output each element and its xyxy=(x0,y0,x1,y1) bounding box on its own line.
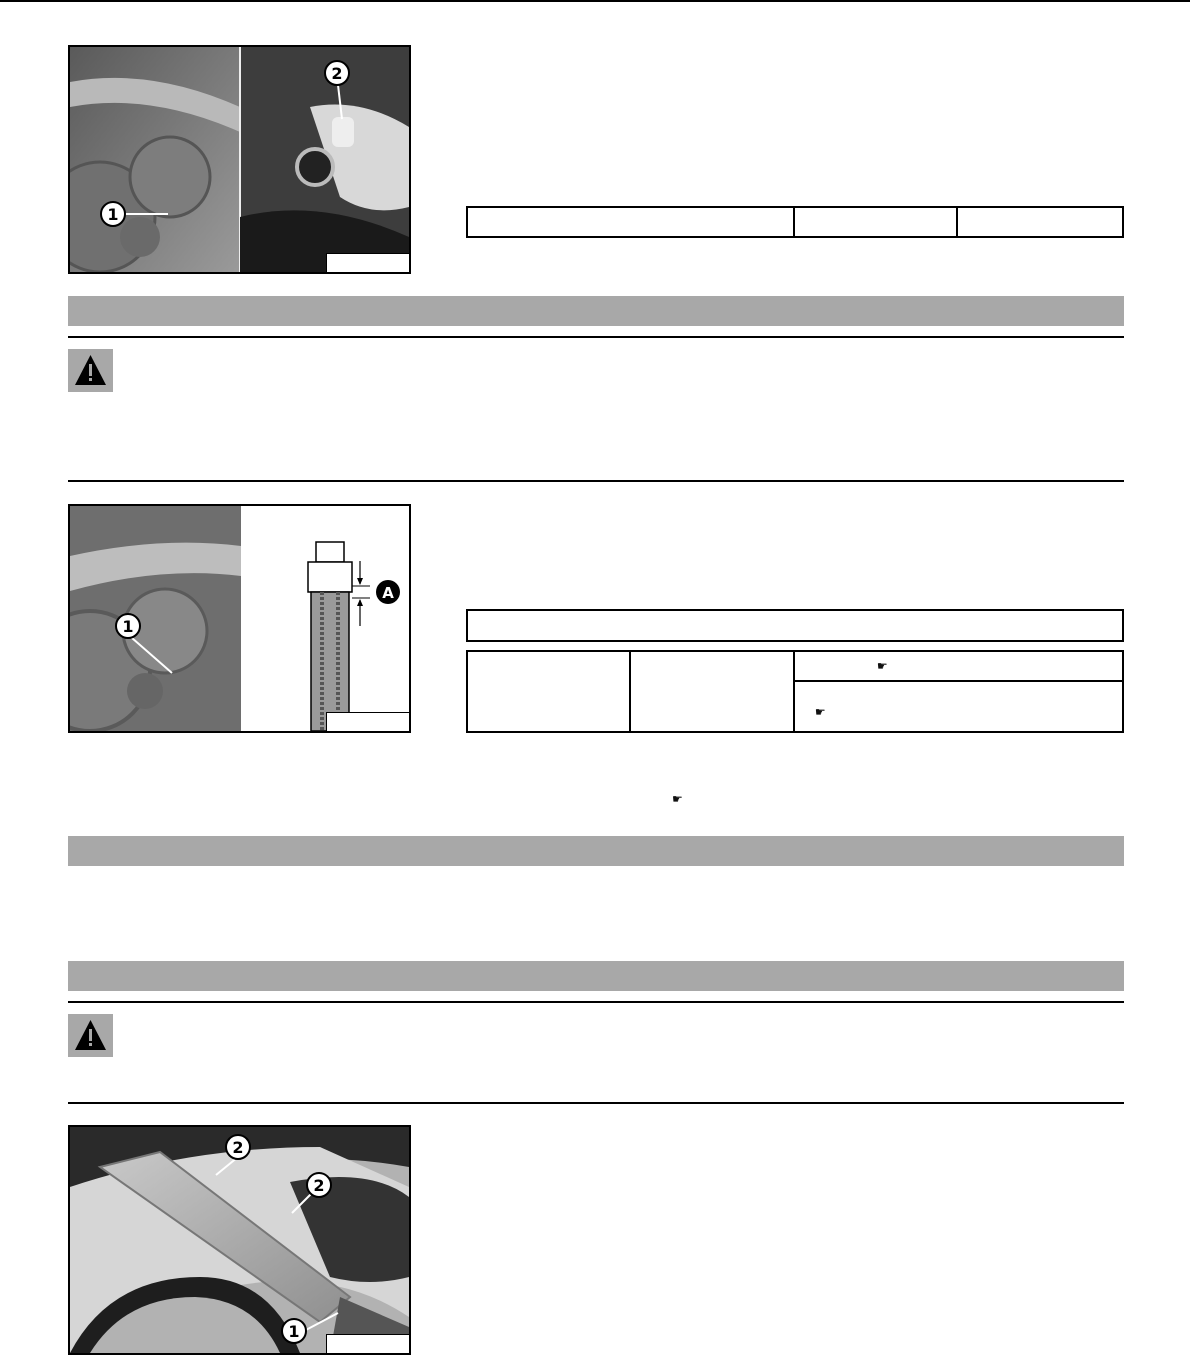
spec-table-2 xyxy=(466,650,1124,733)
figure-2-photo xyxy=(68,504,411,733)
figure-2-callout-1: 1 xyxy=(122,617,134,636)
warning-triangle-icon xyxy=(68,1014,113,1057)
warning-1 xyxy=(68,349,113,392)
spec-table-1 xyxy=(466,206,1124,238)
figure-3-callout-2b: 2 xyxy=(313,1176,325,1195)
section-header-3 xyxy=(68,961,1124,991)
figure-2-label xyxy=(326,712,409,731)
figure-3-callout-2a: 2 xyxy=(232,1138,244,1157)
spec-table-2-row1 xyxy=(794,651,1123,681)
figure-3-callout-1: 1 xyxy=(288,1322,300,1341)
reference-pointer-icon: ☛ xyxy=(814,705,826,719)
rule xyxy=(68,336,1124,338)
reference-pointer-icon: ☛ xyxy=(672,792,683,806)
spec-table-2-header xyxy=(466,609,1124,642)
warning-2 xyxy=(68,1014,113,1057)
figure-3-photo xyxy=(68,1125,411,1355)
section-header-1 xyxy=(68,296,1124,326)
figure-2-callout-A: A xyxy=(382,584,394,602)
page-top-rule xyxy=(0,0,1190,2)
spec-table-1-cell xyxy=(957,207,1123,237)
figure-1-callout-1: 1 xyxy=(107,205,119,224)
spec-table-1-cell xyxy=(467,207,794,237)
figure-1-callout-2: 2 xyxy=(331,64,343,83)
rule xyxy=(68,1001,1124,1003)
figure-3-label xyxy=(326,1334,409,1353)
warning-triangle-icon xyxy=(68,349,113,392)
rule xyxy=(68,1102,1124,1104)
reference-pointer-icon: ☛ xyxy=(876,659,888,673)
spec-table-2-row2 xyxy=(794,681,1123,732)
figure-1-label xyxy=(326,253,409,272)
spec-table-1-cell xyxy=(794,207,958,237)
rule xyxy=(68,480,1124,482)
figure-1-photo xyxy=(68,45,411,274)
section-header-2 xyxy=(68,836,1124,866)
spec-table-2-col1 xyxy=(467,651,630,732)
spec-table-2-col2 xyxy=(630,651,793,732)
spec-table-2-header-cell xyxy=(467,610,1123,641)
